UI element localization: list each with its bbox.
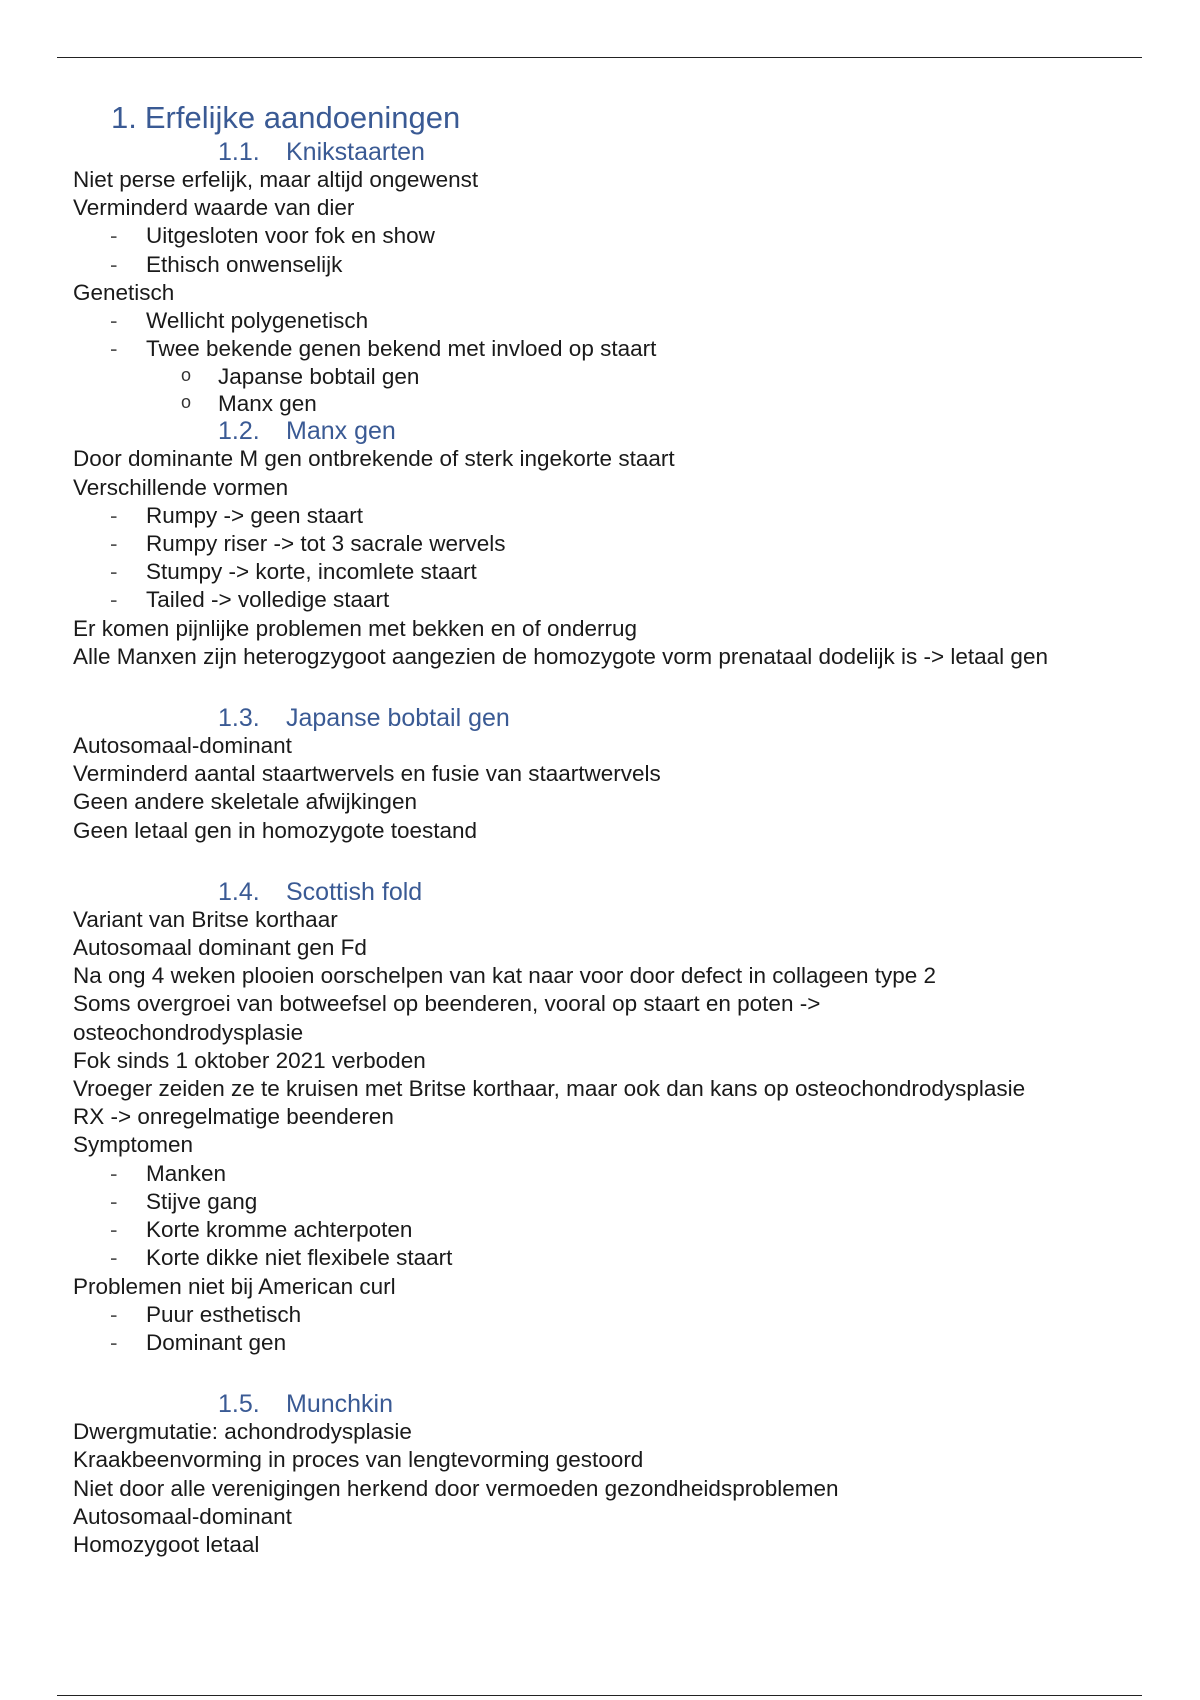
bullet-list xyxy=(73,307,1153,363)
list-item: - Korte kromme achterpoten xyxy=(73,1216,1153,1244)
list-item: - Puur esthetisch xyxy=(73,1301,1153,1329)
dash-bullet-icon: - xyxy=(110,223,118,249)
paragraph-line: Homozygoot letaal xyxy=(73,1531,260,1557)
list-item: - Wellicht polygenetisch xyxy=(73,307,1153,335)
bullet-list xyxy=(73,1160,1153,1273)
section-heading-scottish-fold: 1.4. Scottish fold xyxy=(218,877,423,906)
paragraph-line: Autosomaal-dominant xyxy=(73,733,292,759)
paragraph-line: Geen letaal gen in homozygote toestand xyxy=(73,817,478,843)
sub-bullet-list xyxy=(73,363,1153,417)
footer-rule xyxy=(57,1695,1142,1696)
list-item: - Stijve gang xyxy=(73,1188,1153,1216)
list-item: - Rumpy riser -> tot 3 sacrale wervels xyxy=(73,530,1153,558)
paragraph-line: Symptomen xyxy=(73,1132,194,1158)
dash-bullet-icon: - xyxy=(110,1160,118,1186)
paragraph-line: Kraakbeenvorming in proces van lengtevorming gestoord xyxy=(73,1447,644,1473)
document-body xyxy=(73,98,1153,1559)
bullet-list xyxy=(73,1301,1153,1357)
paragraph-line: Genetisch xyxy=(73,279,175,305)
dash-bullet-icon: - xyxy=(110,1188,118,1214)
list-item: o Japanse bobtail gen xyxy=(181,364,420,390)
paragraph-line: Problemen niet bij American curl xyxy=(73,1273,396,1299)
paragraph-line: Na ong 4 weken plooien oorschelpen van kat naar voor door defect in collageen type 2 xyxy=(73,963,937,989)
paragraph-line: Fok sinds 1 oktober 2021 verboden xyxy=(73,1047,426,1073)
paragraph-line: Niet door alle verenigingen herkend door vermoeden gezondheidsproblemen xyxy=(73,1475,839,1501)
header-rule xyxy=(57,57,1142,58)
section-heading-munchkin: 1.5. Munchkin xyxy=(218,1390,393,1419)
dash-bullet-icon: - xyxy=(110,1245,118,1271)
section-heading-knikstaarten: 1.1. Knikstaarten xyxy=(218,138,425,166)
paragraph-line: Geen andere skeletale afwijkingen xyxy=(73,789,417,815)
list-item: o Manx gen xyxy=(181,391,317,417)
paragraph-line: Autosomaal dominant gen Fd xyxy=(73,935,367,961)
list-item: - Tailed -> volledige staart xyxy=(73,586,1153,614)
dash-bullet-icon: - xyxy=(110,308,118,334)
dash-bullet-icon: - xyxy=(110,502,118,528)
list-item: - Uitgesloten voor fok en show xyxy=(73,222,1153,250)
paragraph-line: Verminderd aantal staartwervels en fusie van staartwervels xyxy=(73,761,661,787)
paragraph-line: Er komen pijnlijke problemen met bekken en of onderrug xyxy=(73,615,638,641)
list-item: - Dominant gen xyxy=(73,1329,1153,1357)
paragraph-line: Vroeger zeiden ze te kruisen met Britse korthaar, maar ook dan kans op osteochondrodysplasie xyxy=(73,1076,1026,1102)
paragraph-line: Niet perse erfelijk, maar altijd ongewenst xyxy=(73,167,479,192)
dash-bullet-icon: - xyxy=(110,251,118,277)
dash-bullet-icon: - xyxy=(110,1217,118,1243)
list-item: - Manken xyxy=(73,1160,1153,1188)
list-item: - Stumpy -> korte, incomlete staart xyxy=(73,558,1153,586)
paragraph-line: Variant van Britse korthaar xyxy=(73,906,338,932)
list-item: - Korte dikke niet flexibele staart xyxy=(73,1244,1153,1272)
heading-1: 1. Erfelijke aandoeningen xyxy=(111,100,461,135)
dash-bullet-icon: - xyxy=(110,531,118,557)
dash-bullet-icon: - xyxy=(110,559,118,585)
paragraph-line: Autosomaal-dominant xyxy=(73,1503,292,1529)
dash-bullet-icon: - xyxy=(110,336,118,362)
paragraph-line: RX -> onregelmatige beenderen xyxy=(73,1104,394,1130)
paragraph-line: Dwergmutatie: achondrodysplasie xyxy=(73,1419,412,1445)
circle-bullet-icon: o xyxy=(181,365,192,386)
paragraph-line: Door dominante M gen ontbrekende of sterk ingekorte staart xyxy=(73,446,675,472)
dash-bullet-icon: - xyxy=(110,1301,118,1327)
dash-bullet-icon: - xyxy=(110,1329,118,1355)
section-heading-japanse-bobtail-gen: 1.3. Japanse bobtail gen xyxy=(218,704,510,733)
list-item: - Ethisch onwenselijk xyxy=(73,251,1153,279)
bullet-list xyxy=(73,222,1153,278)
circle-bullet-icon: o xyxy=(181,392,192,413)
heading-1-title: Erfelijke aandoeningen xyxy=(144,100,461,135)
paragraph-line: Verminderd waarde van dier xyxy=(73,195,355,221)
paragraph-line: Soms overgroei van botweefsel op beenderen, vooral op staart en poten -> xyxy=(73,991,821,1017)
section-heading-manx-gen: 1.2. Manx gen xyxy=(218,417,396,446)
paragraph-line: osteochondrodysplasie xyxy=(73,1019,304,1045)
bullet-list xyxy=(73,502,1153,615)
dash-bullet-icon: - xyxy=(110,587,118,613)
list-item: - Rumpy -> geen staart xyxy=(73,502,1153,530)
paragraph-line: Alle Manxen zijn heterogzygoot aangezien de homozygote vorm prenataal dodelijk is -> letaal gen xyxy=(73,643,1048,669)
paragraph-line: Verschillende vormen xyxy=(73,474,289,500)
list-item: - Twee bekende genen bekend met invloed op staart xyxy=(73,335,1153,363)
